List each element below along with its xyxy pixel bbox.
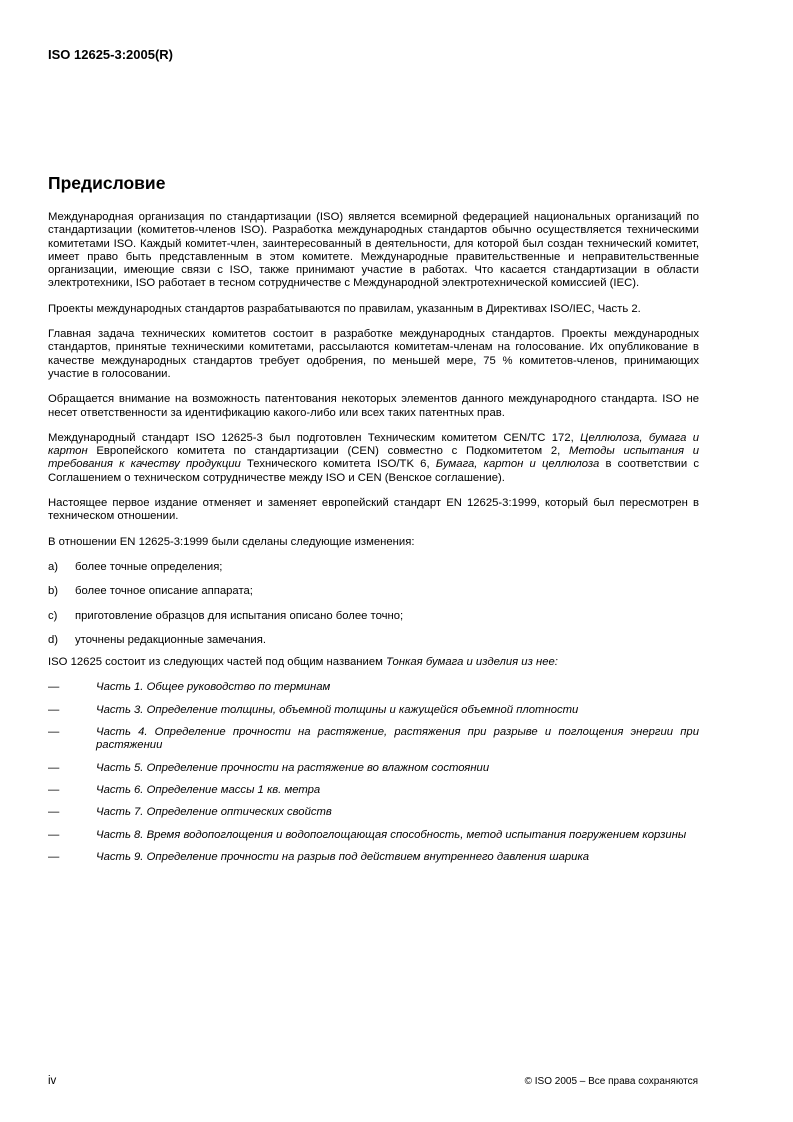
list-item-text: приготовление образцов для испытания описано более точно; bbox=[75, 609, 404, 622]
parts-intro bbox=[48, 656, 699, 669]
list-marker: d) bbox=[48, 633, 59, 646]
list-marker: b) bbox=[48, 585, 59, 598]
list-marker: a) bbox=[48, 560, 59, 573]
document-id-header: ISO 12625-3:2005(R) bbox=[48, 47, 174, 62]
part-title: Часть 8. Время водопоглощения и водопоглощающая способность, метод испытания погружением корзины bbox=[96, 828, 687, 841]
list-item bbox=[48, 704, 699, 717]
list-marker: c) bbox=[48, 609, 58, 622]
paragraph-4: Обращается внимание на возможность патентования некоторых элементов данного международного стандарта. ISO не несет ответственности за идентификацию какого-либо или всех таких патентных прав. bbox=[48, 393, 699, 419]
copyright-notice: © ISO 2005 – Все права сохраняются bbox=[524, 1076, 698, 1087]
dash-marker: — bbox=[48, 726, 60, 739]
paragraph-1: Международная организация по стандартизации (ISO) является всемирной федерацией национальных организаций по стандартизации (комитетов-членов ISO). Разработка международных стандартов обычно осуществляется техническими комитетами ISO. Каждый комитет-член, заинтересованный в деятельности, для которой был создан технический комитет, имеет право быть представленным в этом комитете. Международные правительственные и неправительственные организации, имеющие связи с ISO, также принимают участие в работах. Что касается стандартизации в области электротехники, ISO работает в тесном сотрудничестве с Международной электротехнической комиссией (IEC). bbox=[48, 211, 699, 290]
foreword-body bbox=[48, 211, 699, 873]
list-item bbox=[48, 726, 699, 753]
dash-marker: — bbox=[48, 850, 60, 863]
paragraph-7: В отношении EN 12625-3:1999 были сделаны следующие изменения: bbox=[48, 535, 415, 548]
dash-marker: — bbox=[48, 783, 60, 796]
parts-intro-series-title: Тонкая бумага и изделия из нее: bbox=[386, 656, 558, 669]
part-title: Часть 1. Общее руководство по терминам bbox=[96, 681, 331, 694]
part-title: Часть 6. Определение массы 1 кв. метра bbox=[96, 783, 321, 796]
list-item bbox=[48, 610, 699, 623]
changes-list bbox=[48, 561, 699, 647]
dash-marker: — bbox=[48, 681, 60, 694]
paragraph-5-text-2: Европейского комитета по стандартизации (CEN) совместно с Подкомитетом 2, bbox=[87, 445, 570, 458]
paragraph-5-text-4: в соответствии с Соглашением о техническом сотрудничестве между ISO и CEN (Венское соглашение). bbox=[48, 458, 700, 484]
dash-marker: — bbox=[48, 703, 60, 716]
paragraph-3: Главная задача технических комитетов состоит в разработке международных стандартов. Проекты международных стандартов, принятые техническими комитетами, рассылаются комитетам-членам на голосование. Их опубликование в качестве международных стандартов требует одобрения, по меньшей мере, 75 % комитетов-членов, принимающих участие в голосовании. bbox=[48, 328, 699, 380]
part-title: Часть 4. Определение прочности на растяжение, растяжения при разрыве и поглощения энергии при растяжении bbox=[96, 726, 699, 752]
paragraph-5-italic-3: Бумага, картон и целлюлоза bbox=[435, 458, 600, 471]
part-title: Часть 3. Определение толщины, объемной толщины и кажущейся объемной плотности bbox=[96, 703, 579, 716]
dash-marker: — bbox=[48, 806, 60, 819]
list-item-text: уточнены редакционные замечания. bbox=[75, 633, 266, 646]
paragraph-5-text-3: Технического комитета ISO/TK 6, bbox=[240, 458, 436, 471]
list-item bbox=[48, 762, 699, 775]
list-item-text: более точное описание аппарата; bbox=[75, 585, 253, 598]
dash-marker: — bbox=[48, 761, 60, 774]
page-number: iv bbox=[48, 1075, 57, 1087]
paragraph-6: Настоящее первое издание отменяет и заменяет европейский стандарт EN 12625-3:1999, который был пересмотрен в техническом отношении. bbox=[48, 497, 699, 523]
part-title: Часть 7. Определение оптических свойств bbox=[96, 806, 332, 819]
list-item bbox=[48, 851, 699, 864]
paragraph-5-text-1: Международный стандарт ISO 12625-3 был подготовлен Техническим комитетом CEN/TC 172, bbox=[48, 431, 581, 444]
parts-intro-text: ISO 12625 состоит из следующих частей под общим названием bbox=[48, 656, 387, 669]
list-item bbox=[48, 829, 699, 842]
parts-list bbox=[48, 681, 699, 864]
paragraph-2: Проекты международных стандартов разрабатываются по правилам, указанным в Директивах ISO/IEC, Часть 2. bbox=[48, 302, 641, 315]
list-item bbox=[48, 681, 699, 694]
page-title: Предисловие bbox=[48, 173, 166, 193]
part-title: Часть 5. Определение прочности на растяжение во влажном состоянии bbox=[96, 761, 490, 774]
dash-marker: — bbox=[48, 828, 60, 841]
list-item bbox=[48, 806, 699, 819]
paragraph-5-italic-2: Методы испытания и требования к качеству продукции bbox=[48, 445, 700, 471]
paragraph-5-italic-1: Целлюлоза, бумага и картон bbox=[48, 431, 699, 458]
part-title: Часть 9. Определение прочности на разрыв под действием внутреннего давления шарика bbox=[96, 850, 590, 863]
list-item-text: более точные определения; bbox=[75, 560, 223, 573]
list-item bbox=[48, 585, 699, 598]
paragraph-5 bbox=[48, 432, 699, 485]
list-item bbox=[48, 561, 699, 574]
list-item bbox=[48, 784, 699, 797]
list-item bbox=[48, 634, 699, 647]
